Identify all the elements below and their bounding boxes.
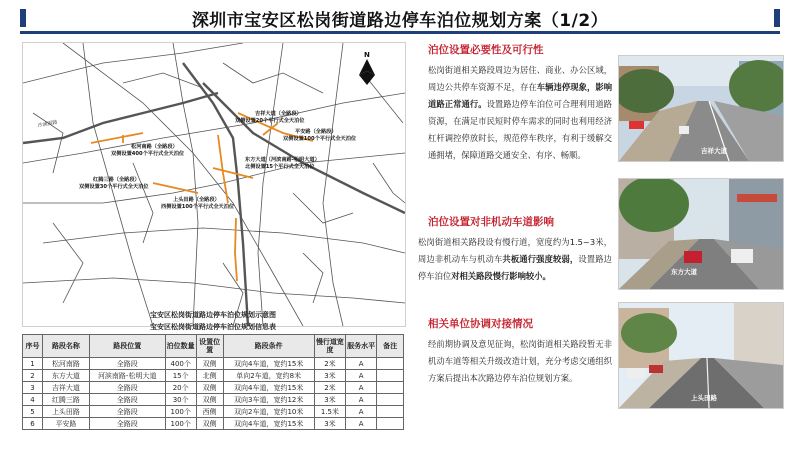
map-caption: 宝安区松岗街道路边停车泊位规划示意图 [150,311,276,319]
photo-dongfang-avenue [618,178,784,290]
cell-remarks [377,370,404,382]
cell-service-level: A [346,358,377,370]
street-photo-2 [619,179,783,289]
cell-slot-count: 100个 [165,406,196,418]
cell-road-name: 吉祥大道 [43,382,90,394]
nonmotor-text-4: 对相关路段慢行影响较小。 [451,271,551,281]
cell-road-condition: 双向4车道，宽约15米 [223,358,314,370]
label-songhe-detail: 双侧设置400个平行式全天泊位 [111,151,185,157]
header-slow-lane-width: 慢行道宽度 [314,335,345,358]
cell-index: 2 [23,370,43,382]
table-header-row [23,335,404,358]
cell-slot-count: 400个 [165,358,196,370]
section-title-nonmotor: 泊位设置对非机动车道影响 [428,216,554,228]
header-set-position: 设置位置 [196,335,223,358]
cell-slow-lane-width: 3米 [314,370,345,382]
cell-slow-lane-width: 2米 [314,382,345,394]
cell-set-position: 双侧 [196,382,223,394]
necessity-text-3: 设置路边停车泊位可合理利用道路资源，在满足市民短时停车需求的同时也利用经济杠杆调控停放时长，规范停车秩序，有利于缓解交通拥堵，保障道路交通安全、有序、畅顺。 [428,99,612,160]
section-text-nonmotor [418,234,612,285]
cell-service-level: A [346,394,377,406]
cell-slot-count: 30个 [165,394,196,406]
page-title: 深圳市宝安区松岗街道路边停车泊位规划方案（1/2） [191,11,609,31]
header-road-position: 路段位置 [89,335,165,358]
cell-road-name: 上头田路 [43,406,90,418]
section-text-coordination [428,336,612,387]
label-jixiang-detail: 双侧设置20个平行式全天泊位 [235,118,305,124]
cell-road-position: 全路段 [89,394,165,406]
cell-slow-lane-width: 2米 [314,358,345,370]
cell-road-position: 全路段 [89,406,165,418]
cell-remarks [377,382,404,394]
label-hongteng-detail: 双侧设置30个平行式全天泊位 [79,184,149,190]
cell-slow-lane-width: 3米 [314,418,345,430]
header-road-condition: 路段条件 [223,335,314,358]
cell-set-position: 双侧 [196,358,223,370]
label-pingan-detail: 双侧设置100个平行式全天泊位 [283,136,357,142]
cell-remarks [377,406,404,418]
cell-set-position: 北侧 [196,370,223,382]
cell-slot-count: 100个 [165,418,196,430]
photo-label-jixiang: 吉祥大道 [701,147,727,155]
necessity-text-1: 松岗街道相关路段周边为居住、商业、办公区域，周边公共停车资源不足，存在 [428,65,612,92]
cell-index: 3 [23,382,43,394]
cell-set-position: 双侧 [196,418,223,430]
cell-remarks [377,358,404,370]
cell-road-position: 全路段 [89,418,165,430]
header-service-level: 服务水平 [346,335,377,358]
cell-road-position: 河滨南路-松明大道 [89,370,165,382]
cell-road-name: 红腾三路 [43,394,90,406]
table-row [23,418,404,430]
parking-plan-map [22,42,406,327]
cell-remarks [377,394,404,406]
cell-road-condition: 双向4车道，宽约15米 [223,418,314,430]
cell-slot-count: 20个 [165,382,196,394]
cell-service-level: A [346,418,377,430]
cell-service-level: A [346,370,377,382]
label-jixiang-title: 吉祥大道（全路段） [255,111,302,117]
cell-slow-lane-width: 1.5米 [314,406,345,418]
label-pingan-title: 平安路（全路段） [295,129,337,135]
cell-slot-count: 15个 [165,370,196,382]
title-bar [0,0,800,34]
photo-shangtoutian-road [618,302,784,409]
photo-jixiang-avenue [618,55,784,162]
section-title-necessity: 泊位设置必要性及可行性 [428,44,544,56]
cell-index: 4 [23,394,43,406]
road-name-label: 沙浦围路 [37,119,59,129]
cell-road-name: 东方大道 [43,370,90,382]
cell-road-condition: 单向2车道，宽约8米 [223,370,314,382]
header-remarks: 备注 [377,335,404,358]
cell-set-position: 西侧 [196,406,223,418]
nonmotor-text-2: 共板通行强度较弱， [502,254,579,264]
necessity-text-2: 车辆违停现象，影响道路正常通行。 [428,82,612,109]
label-shangtoutian-title: 上头田路（全路段） [173,197,220,203]
cell-index: 5 [23,406,43,418]
cell-remarks [377,418,404,430]
cell-road-position: 全路段 [89,382,165,394]
photo-label-shangtoutian: 上头田路 [691,394,717,402]
nonmotor-text-1: 松岗街道相关路段设有慢行道，宽度约为1.5~3米，周边非机动车与机动车 [418,237,612,264]
header-road-name: 路段名称 [43,335,90,358]
cell-set-position: 双侧 [196,394,223,406]
title-accent-right [774,9,780,27]
section-text-necessity [428,62,612,164]
section-title-coordination: 相关单位协调对接情况 [428,318,533,330]
table-caption: 宝安区松岗街道路边停车泊位规划信息表 [150,323,276,331]
cell-index: 1 [23,358,43,370]
cell-road-condition: 双向4车道，宽约15米 [223,382,314,394]
nonmotor-text-3: 设置路边停车泊位 [418,254,612,281]
table-row [23,370,404,382]
cell-service-level: A [346,382,377,394]
header-slot-count: 泊位数量 [165,335,196,358]
cell-service-level: A [346,406,377,418]
label-songhe-title: 松河南路（全路段） [131,144,178,150]
cell-slow-lane-width: 3米 [314,394,345,406]
parking-info-table [22,334,404,430]
cell-road-condition: 双向3车道，宽约12米 [223,394,314,406]
svg-text:N: N [364,51,370,59]
cell-road-name: 平安路 [43,418,90,430]
title-underline [20,31,780,34]
cell-road-name: 松河南路 [43,358,90,370]
cell-road-position: 全路段 [89,358,165,370]
label-dongfang-detail: 北侧设置15个平行式全天泊位 [245,164,315,170]
label-shangtoutian-detail: 西侧设置100个平行式全天泊位 [161,204,235,210]
label-dongfang-title: 东方大道（河滨南路-松明大道） [245,157,320,163]
table-row [23,358,404,370]
cell-index: 6 [23,418,43,430]
table-row [23,382,404,394]
photo-label-dongfang: 东方大道 [671,268,697,276]
table-row [23,394,404,406]
cell-road-condition: 双向2车道，宽约10米 [223,406,314,418]
header-index: 序号 [23,335,43,358]
map-drawing [23,43,405,326]
coordination-text-1: 经前期协调及意见征询，松岗街道相关路段暂无非机动车道等相关升级改造计划，充分考虑交通组织方案后提出本次路边停车泊位规划方案。 [428,339,612,383]
label-hongteng-title: 红腾三路（全路段） [93,177,140,183]
table-row [23,406,404,418]
